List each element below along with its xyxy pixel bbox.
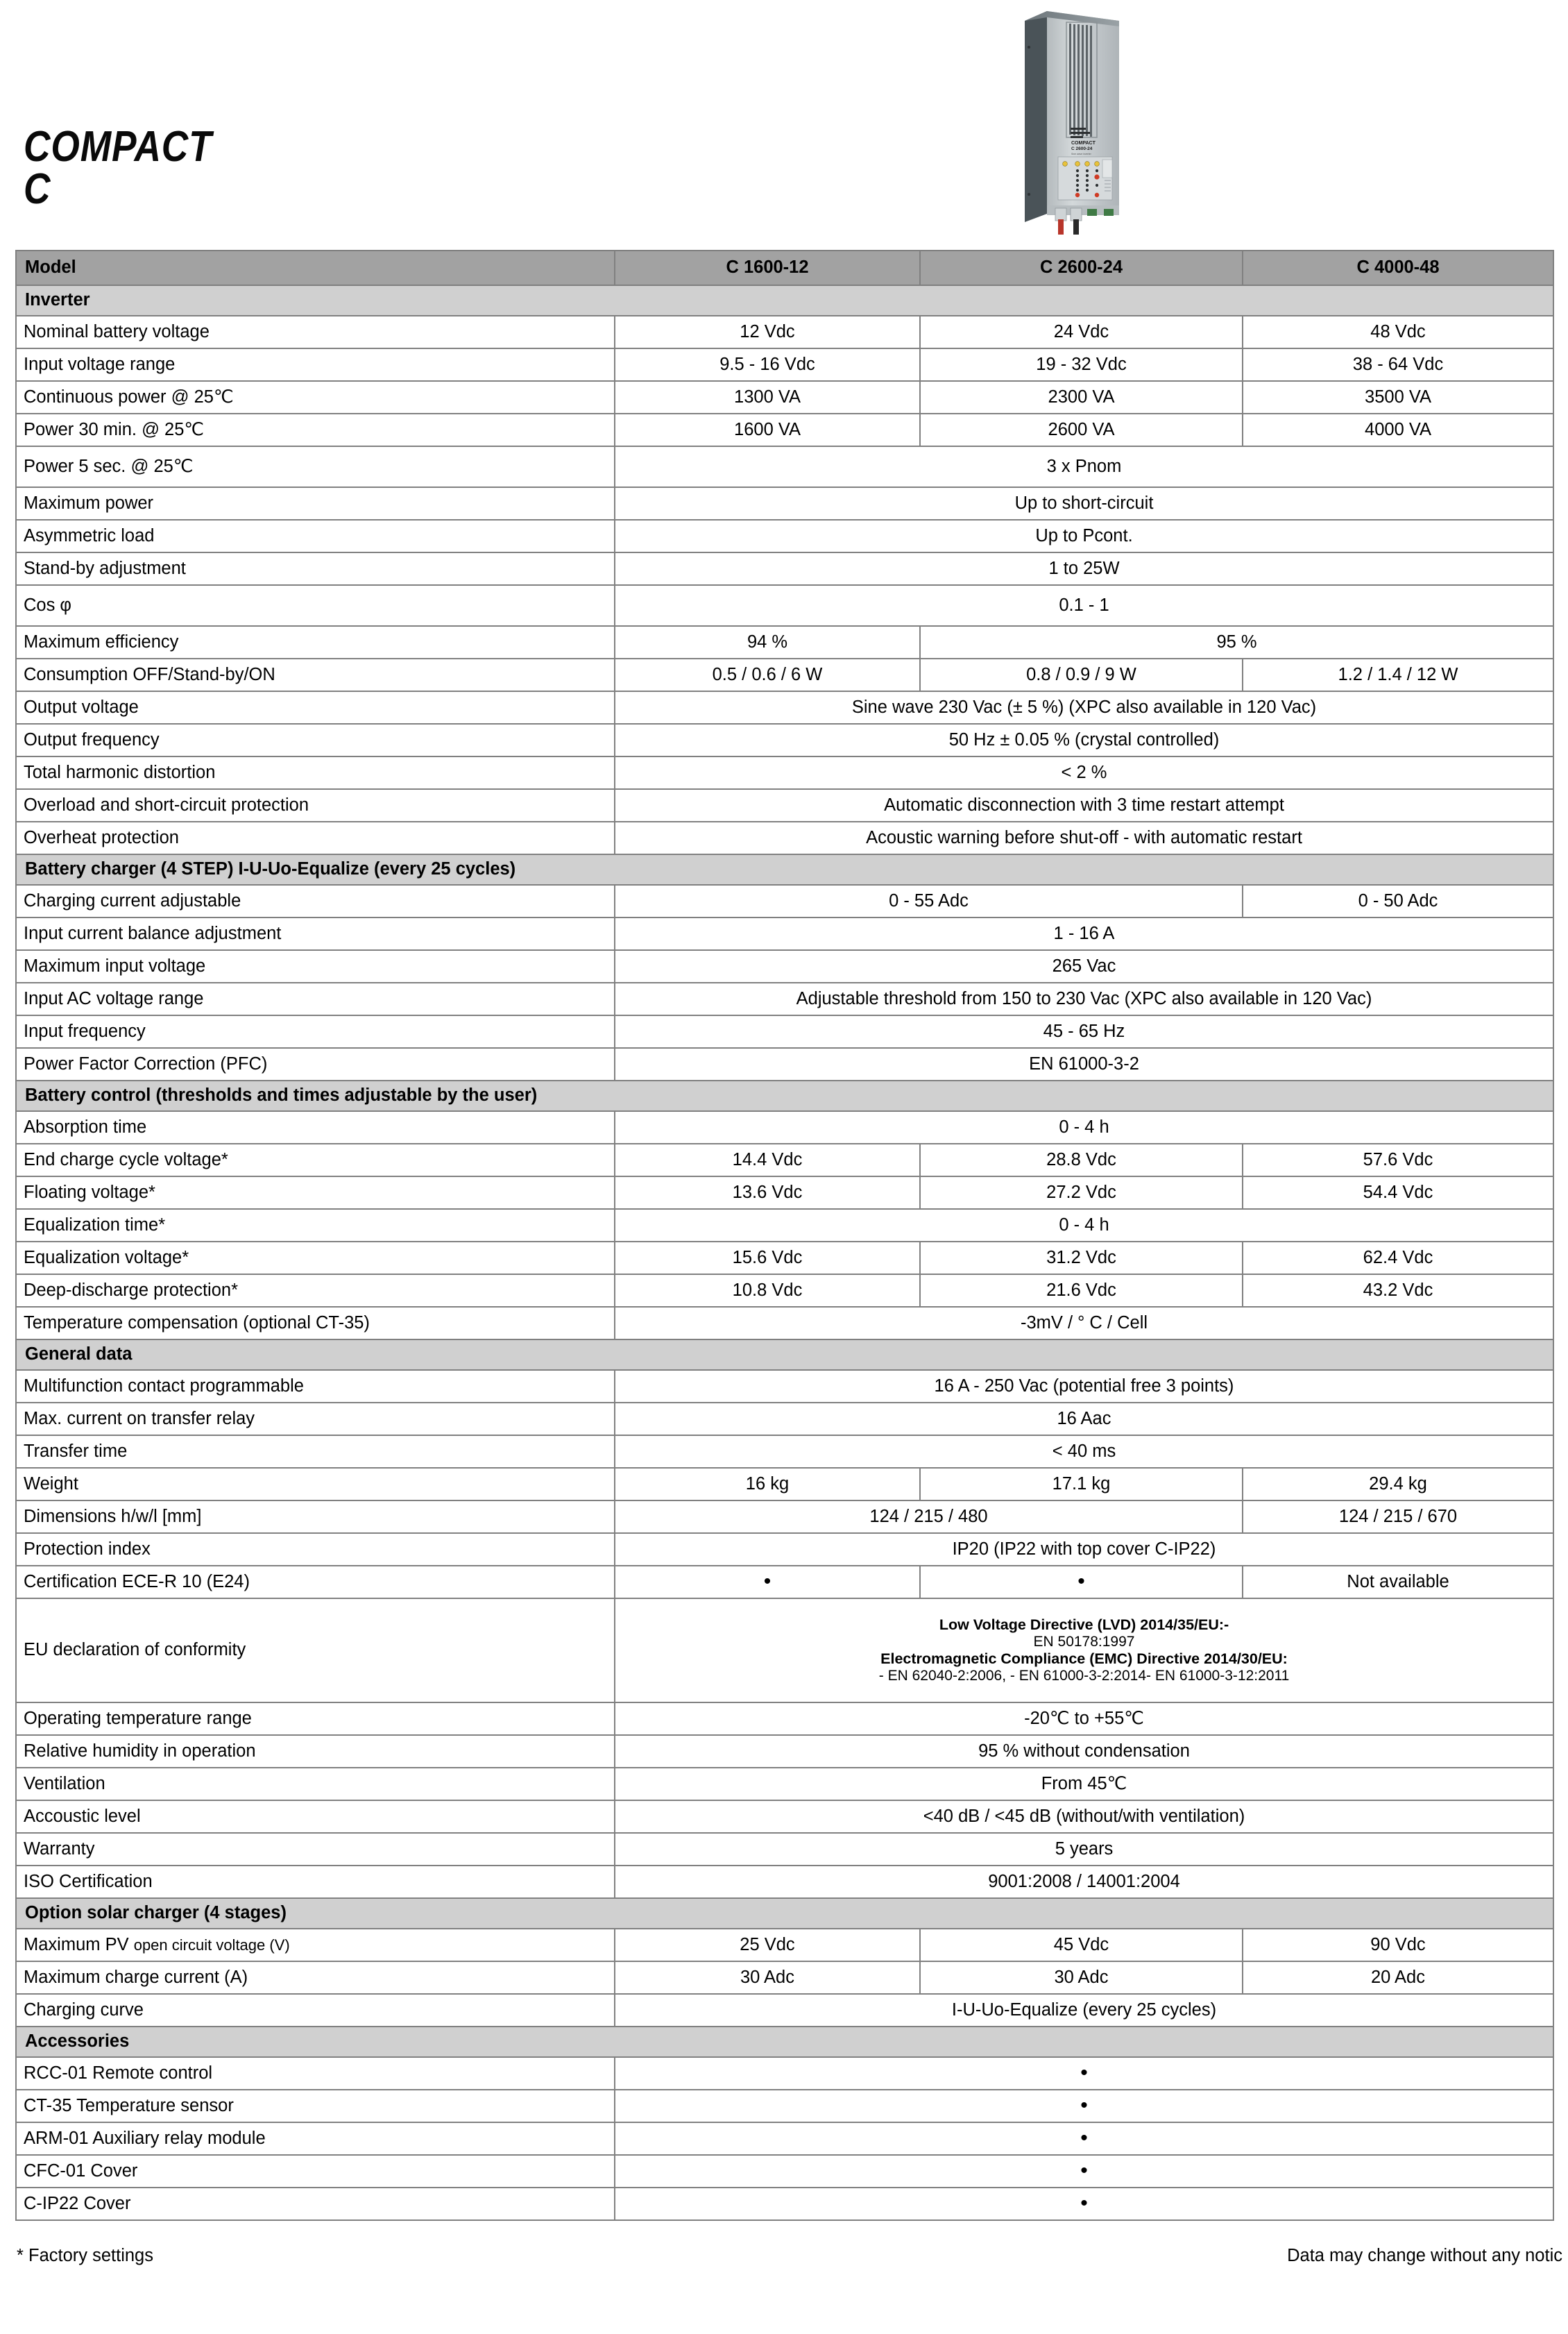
row-value: 9.5 - 16 Vdc	[615, 348, 920, 381]
row-value: 20 Adc	[1243, 1961, 1553, 1994]
section-title: Battery charger (4 STEP) I-U-Uo-Equalize (every 25 cycles)	[16, 854, 1553, 885]
conformity-line: - EN 62040-2:2006, - EN 61000-3-2:2014- EN 61000-3-12:2011	[878, 1667, 1290, 1684]
row-label: Maximum efficiency	[16, 626, 615, 659]
row-value: 4000 VA	[1243, 414, 1553, 446]
row-value: 3500 VA	[1243, 381, 1553, 414]
section-title: Battery control (thresholds and times adjustable by the user)	[16, 1081, 1553, 1111]
row-value: Sine wave 230 Vac (± 5 %) (XPC also available in 120 Vac)	[615, 691, 1553, 724]
table-row	[16, 917, 1553, 950]
row-label: Charging curve	[16, 1994, 615, 2027]
table-row	[16, 520, 1553, 552]
specifications-table-body	[16, 251, 1553, 2220]
row-value: 0 - 50 Adc	[1243, 885, 1553, 917]
row-value: < 2 %	[615, 756, 1553, 789]
table-row	[16, 950, 1553, 983]
row-value: 3 x Pnom	[615, 446, 1553, 487]
table-row	[16, 885, 1553, 917]
table-row	[16, 487, 1553, 520]
row-label: Overheat protection	[16, 822, 615, 854]
row-value: 124 / 215 / 670	[1243, 1500, 1553, 1533]
table-row	[16, 1500, 1553, 1533]
row-value: 5 years	[615, 1833, 1553, 1866]
row-value: 1 - 16 A	[615, 917, 1553, 950]
row-label: Weight	[16, 1468, 615, 1500]
cell-bullet: •	[615, 1566, 920, 1598]
section-title: Accessories	[16, 2027, 1553, 2057]
product-photo	[1015, 6, 1147, 235]
table-row	[16, 789, 1553, 822]
row-value: 124 / 215 / 480	[615, 1500, 1243, 1533]
row-value: 1600 VA	[615, 414, 920, 446]
row-label: Maximum charge current (A)	[16, 1961, 615, 1994]
table-row	[16, 1929, 1553, 1961]
row-label: Certification ECE-R 10 (E24)	[16, 1566, 615, 1598]
section-header-row	[16, 1081, 1553, 1111]
section-header-row	[16, 1898, 1553, 1929]
row-label: EU declaration of conformity	[16, 1598, 615, 1702]
row-value: 38 - 64 Vdc	[1243, 348, 1553, 381]
table-row	[16, 2122, 1553, 2155]
compact-inverter-icon	[1015, 6, 1147, 235]
eu-conformity-text	[615, 1598, 1553, 1702]
row-label: Temperature compensation (optional CT-35)	[16, 1307, 615, 1339]
row-value: 1.2 / 1.4 / 12 W	[1243, 659, 1553, 691]
cell-bullet: •	[615, 2188, 1553, 2220]
row-value: 0 - 4 h	[615, 1209, 1553, 1242]
row-value: 15.6 Vdc	[615, 1242, 920, 1274]
table-row	[16, 1048, 1553, 1081]
row-value: 0.1 - 1	[615, 585, 1553, 626]
row-label: CFC-01 Cover	[16, 2155, 615, 2188]
table-row	[16, 1435, 1553, 1468]
row-value: 28.8 Vdc	[920, 1144, 1243, 1176]
table-row	[16, 348, 1553, 381]
cell-bullet: •	[615, 2090, 1553, 2122]
table-row	[16, 724, 1553, 756]
row-value: 12 Vdc	[615, 316, 920, 348]
table-row	[16, 1403, 1553, 1435]
row-value: 48 Vdc	[1243, 316, 1553, 348]
table-row	[16, 983, 1553, 1015]
row-label: Cos φ	[16, 585, 615, 626]
table-row	[16, 1209, 1553, 1242]
row-value: 0.8 / 0.9 / 9 W	[920, 659, 1243, 691]
row-value: 50 Hz ± 0.05 % (crystal controlled)	[615, 724, 1553, 756]
table-row	[16, 1144, 1553, 1176]
row-label: Input AC voltage range	[16, 983, 615, 1015]
section-title: Inverter	[16, 285, 1553, 316]
table-row	[16, 1176, 1553, 1209]
table-row	[16, 446, 1553, 487]
row-label: Overload and short-circuit protection	[16, 789, 615, 822]
row-value: 94 %	[615, 626, 920, 659]
section-title: General data	[16, 1339, 1553, 1370]
row-value: 0 - 4 h	[615, 1111, 1553, 1144]
header-model-label: Model	[16, 251, 615, 285]
svg-text:C 2600-24: C 2600-24	[1071, 146, 1093, 151]
conformity-line: Low Voltage Directive (LVD) 2014/35/EU:-	[939, 1616, 1229, 1634]
footnote-disclaimer: Data may change without any notic	[1287, 2246, 1562, 2265]
svg-text:COMPACT: COMPACT	[1071, 141, 1096, 146]
page-footer	[0, 2246, 1568, 2288]
row-value: 30 Adc	[615, 1961, 920, 1994]
row-label: Power Factor Correction (PFC)	[16, 1048, 615, 1081]
footnote-factory-settings: * Factory settings	[17, 2246, 153, 2265]
row-value: Up to short-circuit	[615, 487, 1553, 520]
section-header-row	[16, 854, 1553, 885]
table-row	[16, 2155, 1553, 2188]
table-row	[16, 1566, 1553, 1598]
row-value: 54.4 Vdc	[1243, 1176, 1553, 1209]
row-value: 17.1 kg	[920, 1468, 1243, 1500]
table-row	[16, 1961, 1553, 1994]
table-row	[16, 1994, 1553, 2027]
row-label: Output frequency	[16, 724, 615, 756]
row-value: I-U-Uo-Equalize (every 25 cycles)	[615, 1994, 1553, 2027]
row-value: 14.4 Vdc	[615, 1144, 920, 1176]
table-row	[16, 1468, 1553, 1500]
row-value: 1300 VA	[615, 381, 920, 414]
section-title: Option solar charger (4 stages)	[16, 1898, 1553, 1929]
table-row	[16, 1598, 1553, 1702]
table-row	[16, 1307, 1553, 1339]
row-value: 29.4 kg	[1243, 1468, 1553, 1500]
row-value: 90 Vdc	[1243, 1929, 1553, 1961]
row-label: Dimensions h/w/l [mm]	[16, 1500, 615, 1533]
row-label: Transfer time	[16, 1435, 615, 1468]
table-row	[16, 2188, 1553, 2220]
row-value: 1 to 25W	[615, 552, 1553, 585]
row-label: Nominal battery voltage	[16, 316, 615, 348]
row-value: <40 dB / <45 dB (without/with ventilation)	[615, 1800, 1553, 1833]
table-row	[16, 756, 1553, 789]
row-label: Ventilation	[16, 1768, 615, 1800]
row-value: Automatic disconnection with 3 time restart attempt	[615, 789, 1553, 822]
table-row	[16, 1735, 1553, 1768]
table-row	[16, 1370, 1553, 1403]
row-label: Multifunction contact programmable	[16, 1370, 615, 1403]
section-header-row	[16, 2027, 1553, 2057]
table-row	[16, 1833, 1553, 1866]
table-row	[16, 381, 1553, 414]
brand-title	[24, 123, 243, 213]
row-value: -20℃ to +55℃	[615, 1702, 1553, 1735]
row-label: Max. current on transfer relay	[16, 1403, 615, 1435]
row-value: 62.4 Vdc	[1243, 1242, 1553, 1274]
cell-bullet: •	[615, 2057, 1553, 2090]
row-label: ARM-01 Auxiliary relay module	[16, 2122, 615, 2155]
row-value: 19 - 32 Vdc	[920, 348, 1243, 381]
row-value: Up to Pcont.	[615, 520, 1553, 552]
table-row	[16, 1274, 1553, 1307]
table-row	[16, 1800, 1553, 1833]
row-value: 2600 VA	[920, 414, 1243, 446]
row-label: Maximum input voltage	[16, 950, 615, 983]
row-value: IP20 (IP22 with top cover C-IP22)	[615, 1533, 1553, 1566]
row-value: 0 - 55 Adc	[615, 885, 1243, 917]
row-value: 45 - 65 Hz	[615, 1015, 1553, 1048]
row-value: -3mV / ° C / Cell	[615, 1307, 1553, 1339]
section-header-row	[16, 285, 1553, 316]
table-row	[16, 626, 1553, 659]
cell-bullet: •	[615, 2122, 1553, 2155]
row-label: Consumption OFF/Stand-by/ON	[16, 659, 615, 691]
cell-bullet: •	[920, 1566, 1243, 1598]
row-value: Acoustic warning before shut-off - with automatic restart	[615, 822, 1553, 854]
table-row	[16, 1111, 1553, 1144]
row-label: Relative humidity in operation	[16, 1735, 615, 1768]
table-row	[16, 2057, 1553, 2090]
row-value: 43.2 Vdc	[1243, 1274, 1553, 1307]
table-row	[16, 822, 1553, 854]
row-label: RCC-01 Remote control	[16, 2057, 615, 2090]
row-value: 21.6 Vdc	[920, 1274, 1243, 1307]
row-value: 27.2 Vdc	[920, 1176, 1243, 1209]
table-row	[16, 1533, 1553, 1566]
header-model-2: C 2600-24	[920, 251, 1243, 285]
row-label: C-IP22 Cover	[16, 2188, 615, 2220]
table-row	[16, 1242, 1553, 1274]
specifications-table	[15, 250, 1554, 2221]
row-label: Input current balance adjustment	[16, 917, 615, 950]
table-row	[16, 2090, 1553, 2122]
row-value: From 45℃	[615, 1768, 1553, 1800]
row-value: 25 Vdc	[615, 1929, 920, 1961]
row-value: < 40 ms	[615, 1435, 1553, 1468]
row-label: Continuous power @ 25℃	[16, 381, 615, 414]
row-value: 30 Adc	[920, 1961, 1243, 1994]
header-model-3: C 4000-48	[1243, 251, 1553, 285]
table-row	[16, 316, 1553, 348]
row-label: Equalization voltage*	[16, 1242, 615, 1274]
row-value: EN 61000-3-2	[615, 1048, 1553, 1081]
row-label: ISO Certification	[16, 1866, 615, 1898]
row-value: 16 kg	[615, 1468, 920, 1500]
row-label: Input frequency	[16, 1015, 615, 1048]
table-row	[16, 1015, 1553, 1048]
row-label: Maximum power	[16, 487, 615, 520]
row-label: Asymmetric load	[16, 520, 615, 552]
table-row	[16, 1702, 1553, 1735]
conformity-line: Electromagnetic Compliance (EMC) Directive 2014/30/EU:	[880, 1650, 1288, 1667]
row-label: Accoustic level	[16, 1800, 615, 1833]
table-row	[16, 1866, 1553, 1898]
table-row	[16, 1768, 1553, 1800]
row-label: Absorption time	[16, 1111, 615, 1144]
row-label: Deep-discharge protection*	[16, 1274, 615, 1307]
row-label: Warranty	[16, 1833, 615, 1866]
row-label: Charging current adjustable	[16, 885, 615, 917]
page-header	[0, 0, 1568, 250]
table-row	[16, 585, 1553, 626]
row-value: 45 Vdc	[920, 1929, 1243, 1961]
row-label: Power 30 min. @ 25℃	[16, 414, 615, 446]
header-model-1: C 1600-12	[615, 251, 920, 285]
row-label: Input voltage range	[16, 348, 615, 381]
row-label: Output voltage	[16, 691, 615, 724]
row-label: Floating voltage*	[16, 1176, 615, 1209]
row-value: 16 Aac	[615, 1403, 1553, 1435]
svg-text:Sine wave inverter: Sine wave inverter	[1071, 153, 1091, 155]
row-value: 0.5 / 0.6 / 6 W	[615, 659, 920, 691]
row-label: Maximum PV open circuit voltage (V)	[16, 1929, 615, 1961]
row-value: 24 Vdc	[920, 316, 1243, 348]
brand-line-1: COMPACT	[24, 123, 212, 171]
row-value: 95 %	[920, 626, 1553, 659]
row-value: 13.6 Vdc	[615, 1176, 920, 1209]
row-value: 95 % without condensation	[615, 1735, 1553, 1768]
row-value: Adjustable threshold from 150 to 230 Vac (XPC also available in 120 Vac)	[615, 983, 1553, 1015]
row-value: 31.2 Vdc	[920, 1242, 1243, 1274]
row-label: End charge cycle voltage*	[16, 1144, 615, 1176]
cell-bullet: •	[615, 2155, 1553, 2188]
row-label: Stand-by adjustment	[16, 552, 615, 585]
row-value: 9001:2008 / 14001:2004	[615, 1866, 1553, 1898]
row-value: 2300 VA	[920, 381, 1243, 414]
table-header-row	[16, 251, 1553, 285]
brand-line-2: C	[24, 164, 51, 213]
row-label: Equalization time*	[16, 1209, 615, 1242]
section-header-row	[16, 1339, 1553, 1370]
table-row	[16, 691, 1553, 724]
row-label: CT-35 Temperature sensor	[16, 2090, 615, 2122]
row-value: Not available	[1243, 1566, 1553, 1598]
row-value: 16 A - 250 Vac (potential free 3 points)	[615, 1370, 1553, 1403]
row-value: 10.8 Vdc	[615, 1274, 920, 1307]
table-row	[16, 552, 1553, 585]
row-label: Operating temperature range	[16, 1702, 615, 1735]
conformity-line: EN 50178:1997	[1033, 1633, 1135, 1650]
row-label: Total harmonic distortion	[16, 756, 615, 789]
row-label: Protection index	[16, 1533, 615, 1566]
table-row	[16, 414, 1553, 446]
row-label: Power 5 sec. @ 25℃	[16, 446, 615, 487]
row-value: 57.6 Vdc	[1243, 1144, 1553, 1176]
table-row	[16, 659, 1553, 691]
row-value: 265 Vac	[615, 950, 1553, 983]
